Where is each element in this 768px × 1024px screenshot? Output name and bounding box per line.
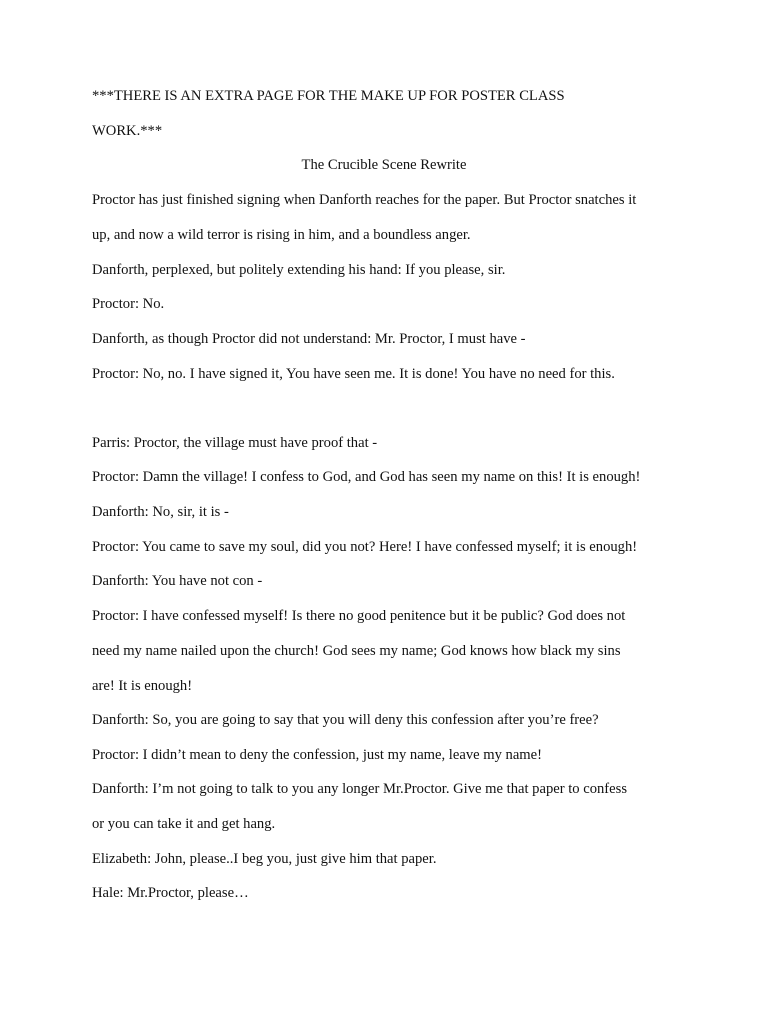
paragraph-line: need my name nailed upon the church! God sees my name; God knows how black my sins xyxy=(92,643,621,659)
paragraph-line: Danforth: You have not con - xyxy=(92,573,263,589)
paragraph-line: Danforth: I’m not going to talk to you any longer Mr.Proctor. Give me that paper to confess xyxy=(92,781,627,797)
paragraph-line: or you can take it and get hang. xyxy=(92,816,276,832)
paragraph-line: Proctor: You came to save my soul, did you not? Here! I have confessed myself; it is enough! xyxy=(92,539,638,555)
paragraph-line: Proctor has just finished signing when Danforth reaches for the paper. But Proctor snatches it xyxy=(92,192,637,208)
paragraph-line: Danforth: No, sir, it is - xyxy=(92,504,229,520)
paragraph-line: Proctor: No. xyxy=(92,296,165,312)
paragraph-line: Danforth, perplexed, but politely extending his hand: If you please, sir. xyxy=(92,262,506,278)
paragraph-line: Danforth, as though Proctor did not understand: Mr. Proctor, I must have - xyxy=(92,331,526,347)
paragraph-line: Elizabeth: John, please..I beg you, just give him that paper. xyxy=(92,851,437,867)
notice-line-1: ***THERE IS AN EXTRA PAGE FOR THE MAKE UP FOR POSTER CLASS xyxy=(92,88,565,104)
paragraph-line: Danforth: So, you are going to say that you will deny this confession after you’re free? xyxy=(92,712,599,728)
paragraph-line: up, and now a wild terror is rising in him, and a boundless anger. xyxy=(92,227,471,243)
paragraph-line: Hale: Mr.Proctor, please… xyxy=(92,885,249,901)
paragraph-line: Proctor: I have confessed myself! Is there no good penitence but it be public? God does not xyxy=(92,608,626,624)
paragraph-line: Proctor: No, no. I have signed it, You have seen me. It is done! You have no need for this. xyxy=(92,366,615,382)
paragraph-line: are! It is enough! xyxy=(92,678,193,694)
paragraph-line: Proctor: Damn the village! I confess to God, and God has seen my name on this! It is enough! xyxy=(92,469,641,485)
notice-line-2: WORK.*** xyxy=(92,123,163,139)
paragraph-line: Parris: Proctor, the village must have proof that - xyxy=(92,435,378,451)
document-title: The Crucible Scene Rewrite xyxy=(301,157,467,173)
paragraph-line: Proctor: I didn’t mean to deny the confession, just my name, leave my name! xyxy=(92,747,542,763)
